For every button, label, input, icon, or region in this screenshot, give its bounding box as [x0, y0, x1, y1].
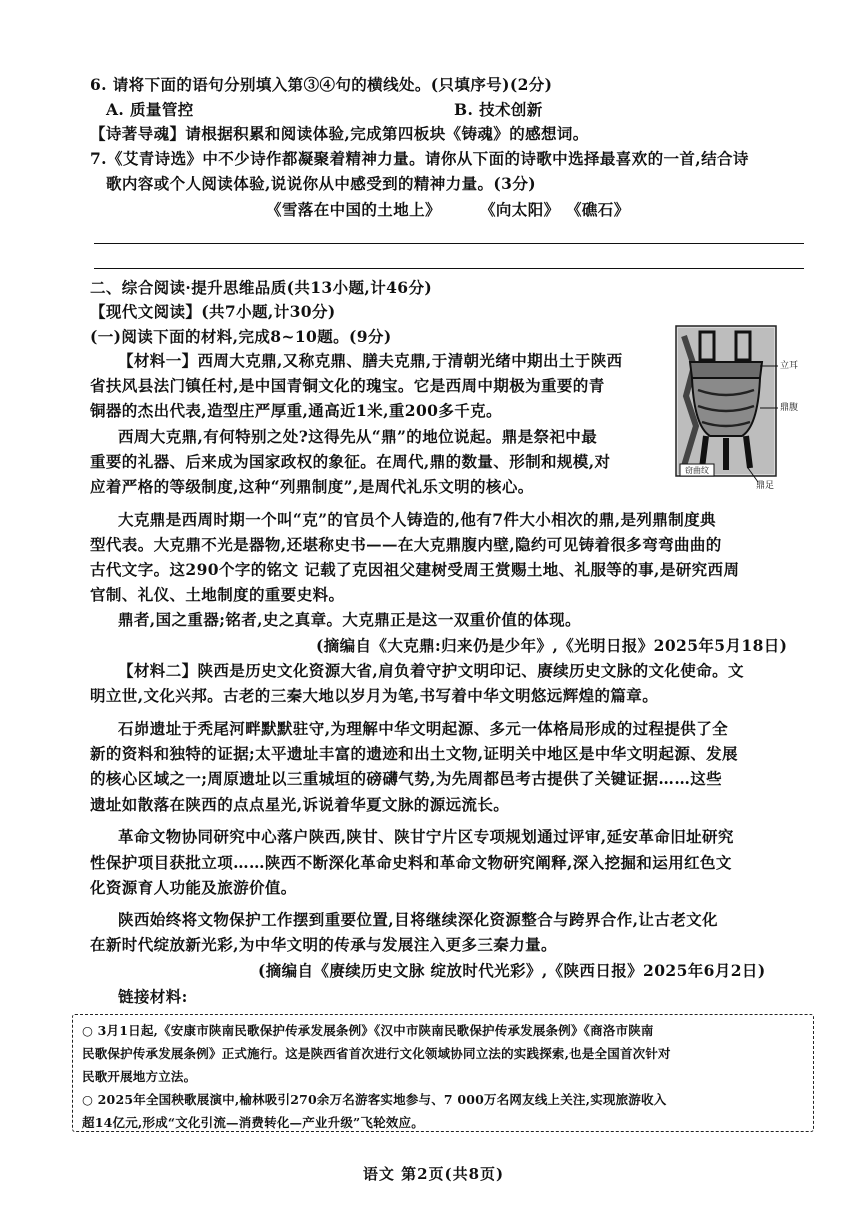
- m1-line-1: 【材料一】西周大克鼎,又称克鼎、膳夫克鼎,于清朝光绪中期出土于陕西: [118, 351, 623, 370]
- link-line-3: 民歌开展地方立法。: [82, 1069, 197, 1084]
- m2-line-3: 石峁遗址于秃尾河畔默默驻守,为理解中华文明起源、多元一体格局形成的过程提供了全: [118, 719, 728, 738]
- link-line-1: ○ 3月1日起,《安康市陕南民歌保护传承发展条例》《汉中市陕南民歌保护传承发展条例》《商洛市陕南: [82, 1023, 654, 1038]
- part1-heading: (一)阅读下面的材料,完成8~10题。(9分): [90, 327, 392, 346]
- m1-line-9: 古代文字。这290个字的铭文 记载了克因祖父建树受周王赏赐土地、礼服等的事,是研究西周: [90, 560, 740, 579]
- figure-caption: 窃曲纹: [685, 466, 709, 475]
- m1-line-7: 大克鼎是西周时期一个叫“克”的官员个人铸造的,他有7件大小相次的鼎,是列鼎制度典: [118, 510, 716, 529]
- link-heading: 链接材料:: [118, 987, 188, 1006]
- m1-line-10: 官制、礼仪、土地制度的重要史料。: [90, 585, 345, 604]
- m2-line-9: 化资源育人功能及旅游价值。: [90, 878, 297, 897]
- m2-line-4: 新的资料和独特的证据;太平遗址丰富的遗迹和出土文物,证明关中地区是中华文明起源、发展: [90, 744, 738, 763]
- label-belly: 鼎腹: [780, 403, 799, 413]
- m1-line-8: 型代表。大克鼎不光是器物,还堪称史书——在大克鼎腹内壁,隐约可见铸着很多弯弯曲曲的: [90, 535, 722, 554]
- m2-source: (摘编自《赓续历史文脉 绽放时代光彩》,《陕西日报》2025年6月2日): [258, 961, 766, 980]
- m2-line-5: 的核心区域之一;周原遗址以三重城垣的磅礴气势,为先周都邑考古提供了关键证据……这些: [90, 769, 723, 788]
- m1-source: (摘编自《大克鼎:归来仍是少年》,《光明日报》2025年5月18日): [316, 636, 788, 655]
- q7-poem-3: 《礁石》: [566, 200, 630, 219]
- m1-line-11: 鼎者,国之重器;铭者,史之真章。大克鼎正是这一双重价值的体现。: [118, 610, 581, 629]
- m2-line-2: 明立世,文化兴邦。古老的三秦大地以岁月为笔,书写着中华文明悠远辉煌的篇章。: [90, 686, 659, 705]
- m2-line-11: 在新时代绽放新光彩,为中华文明的传承与发展注入更多三秦力量。: [90, 935, 557, 954]
- page-footer: 语文 第2页(共8页): [362, 1165, 505, 1183]
- answer-line-2[interactable]: [94, 268, 804, 269]
- link-line-2: 民歌保护传承发展条例》正式施行。这是陕西省首次进行文化领域协同立法的实践探索,也是全国首次针对: [82, 1046, 671, 1061]
- m2-line-7: 革命文物协同研究中心落户陕西,陕甘、陕甘宁片区专项规划通过评审,延安革命旧址研究: [118, 827, 734, 846]
- answer-line-1[interactable]: [94, 243, 804, 244]
- m1-line-6: 应着严格的等级制度,这种“列鼎制度”,是周代礼乐文明的核心。: [90, 477, 534, 496]
- poem-guide: 【诗著导魂】请根据积累和阅读体验,完成第四板块《铸魂》的感想词。: [90, 124, 589, 143]
- q7-line1: 7.《艾青诗选》中不少诗作都凝聚着精神力量。请你从下面的诗歌中选择最喜欢的一首,结合诗: [90, 149, 749, 168]
- q7-poem-1: 《雪落在中国的土地上》: [266, 200, 441, 219]
- q7-line2: 歌内容或个人阅读体验,说说你从中感受到的精神力量。(3分): [106, 174, 536, 193]
- m2-line-8: 性保护项目获批立项……陕西不断深化革命史料和革命文物研究阐释,深入挖掘和运用红色文: [90, 853, 732, 872]
- q6-option-b: B. 技术创新: [454, 100, 543, 119]
- link-line-4: ○ 2025年全国秧歌展演中,榆林吸引270余万名游客实地参与、7 000万名网友线上关注,实现旅游收入: [82, 1092, 667, 1107]
- m2-line-1: 【材料二】陕西是历史文化资源大省,肩负着守护文明印记、赓续历史文脉的文化使命。文: [118, 661, 744, 680]
- m1-line-3: 铜器的杰出代表,造型庄严厚重,通高近1米,重200多千克。: [90, 401, 502, 420]
- m1-line-4: 西周大克鼎,有何特别之处?这得先从“鼎”的地位说起。鼎是祭祀中最: [118, 427, 598, 446]
- ding-illustration: [676, 326, 799, 494]
- m1-line-2: 省扶风县法门镇任村,是中国青铜文化的瑰宝。它是西周中期极为重要的青: [90, 376, 605, 395]
- label-ear: 立耳: [780, 361, 799, 371]
- m2-line-6: 遗址如散落在陕西的点点星光,诉说着华夏文脉的源远流长。: [90, 795, 510, 814]
- section2-title: 二、综合阅读·提升思维品质(共13小题,计46分): [90, 278, 433, 297]
- m2-line-10: 陕西始终将文物保护工作摆到重要位置,目将继续深化资源整合与跨界合作,让古老文化: [118, 910, 718, 929]
- label-foot: 鼎足: [756, 481, 775, 491]
- link-line-5: 超14亿元,形成“文化引流—消费转化—产业升级”飞轮效应。: [82, 1115, 424, 1130]
- q7-poem-2: 《向太阳》: [480, 200, 560, 219]
- q6-option-a: A. 质量管控: [106, 100, 194, 119]
- da-ke-ding-figure: [676, 326, 799, 494]
- modern-reading-heading: 【现代文阅读】(共7小题,计30分): [90, 302, 336, 321]
- m1-line-5: 重要的礼器、后来成为国家政权的象征。在周代,鼎的数量、形制和规模,对: [90, 452, 611, 471]
- q6-stem: 6. 请将下面的语句分别填入第③④句的横线处。(只填序号)(2分): [90, 75, 553, 94]
